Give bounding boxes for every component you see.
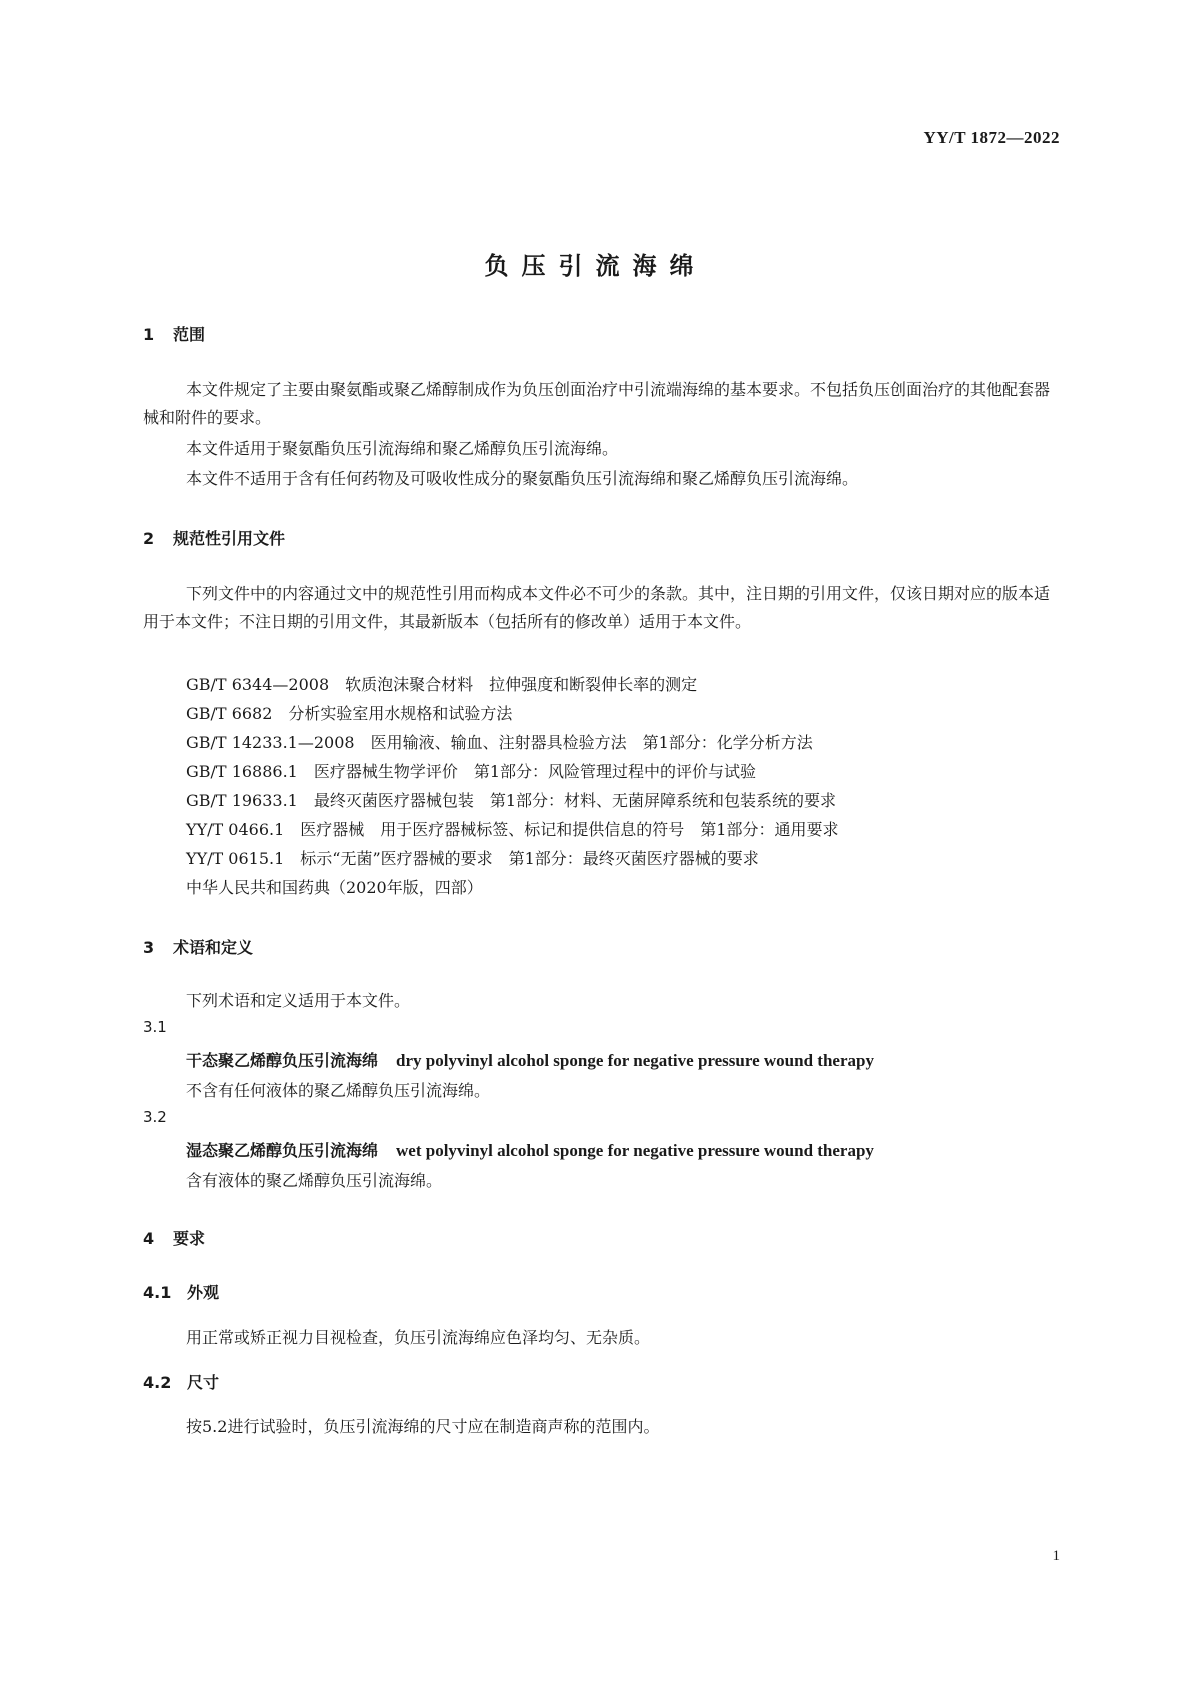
reference-code: GB/T 6344—2008 [186, 675, 330, 694]
subsection-4-2-heading [143, 1370, 219, 1393]
section-title: 要求 [173, 1229, 206, 1248]
subsection-4-1-heading [143, 1280, 219, 1303]
page-number: 1 [1052, 1548, 1060, 1564]
term-zh: 干态聚乙烯醇负压引流海绵 [186, 1051, 379, 1070]
section-title: 规范性引用文件 [173, 529, 286, 548]
section-1-para-2: 本文件适用于聚氨酯负压引流海绵和聚乙烯醇负压引流海绵。 [186, 439, 619, 458]
reference-title: 医疗器械 用于医疗器械标签、标记和提供信息的符号 第1部分：通用要求 [300, 820, 839, 839]
section-number: 2 [143, 529, 155, 548]
document-title: 负压引流海绵 [484, 252, 707, 280]
term-definition: 含有液体的聚乙烯醇负压引流海绵。 [186, 1171, 443, 1190]
term-en: wet polyvinyl alcohol sponge for negative pressure wound therapy [396, 1141, 874, 1160]
term-definition: 不含有任何液体的聚乙烯醇负压引流海绵。 [186, 1081, 491, 1100]
term-number: 3.2 [143, 1108, 167, 1126]
paragraph-text: 本文件规定了主要由聚氨酯或聚乙烯醇制成作为负压创面治疗中引流端海绵的基本要求。不包括负压创面治疗的其他配套器械和附件的要求。 [143, 380, 1051, 427]
reference-title: 医疗器械生物学评价 第1部分：风险管理过程中的评价与试验 [313, 762, 757, 781]
section-number: 3 [143, 938, 155, 957]
reference-code: YY/T 0615.1 [186, 849, 285, 868]
reference-title: 最终灭菌医疗器械包装 第1部分：材料、无菌屏障系统和包装系统的要求 [313, 791, 837, 810]
reference-item [186, 846, 759, 869]
reference-title: 中华人民共和国药典（2020年版，四部） [186, 878, 483, 897]
subsection-number: 4.2 [143, 1373, 172, 1392]
reference-code: GB/T 19633.1 [186, 791, 298, 810]
section-2-heading [143, 526, 285, 549]
reference-code: GB/T 14233.1—2008 [186, 733, 355, 752]
reference-item [186, 788, 836, 811]
subsection-title: 尺寸 [187, 1373, 220, 1392]
reference-title: 医用输液、输血、注射器具检验方法 第1部分：化学分析方法 [370, 733, 813, 752]
reference-item [186, 817, 838, 840]
reference-title: 分析实验室用水规格和试验方法 [288, 704, 513, 723]
section-1-para-1 [143, 376, 1063, 432]
section-1-para-3: 本文件不适用于含有任何药物及可吸收性成分的聚氨酯负压引流海绵和聚乙烯醇负压引流海绵。 [186, 469, 859, 488]
term-entry [186, 1048, 874, 1071]
reference-title: 标示“无菌”医疗器械的要求 第1部分：最终灭菌医疗器械的要求 [300, 849, 759, 868]
subsection-4-1-text: 用正常或矫正视力目视检查，负压引流海绵应色泽均匀、无杂质。 [186, 1328, 651, 1347]
reference-item [186, 875, 483, 898]
reference-item [186, 759, 756, 782]
paragraph-text: 下列文件中的内容通过文中的规范性引用而构成本文件必不可少的条款。其中，注日期的引用文件，仅该日期对应的版本适用于本文件；不注日期的引用文件，其最新版本（包括所有的修改单）适用于本文件。 [143, 584, 1051, 631]
section-4-heading [143, 1226, 205, 1249]
standard-code: YY/T 1872—2022 [923, 128, 1060, 147]
reference-code: GB/T 16886.1 [186, 762, 298, 781]
section-3-intro: 下列术语和定义适用于本文件。 [186, 991, 411, 1010]
term-number: 3.1 [143, 1018, 167, 1036]
section-number: 4 [143, 1229, 155, 1248]
reference-item [186, 701, 512, 724]
section-title: 术语和定义 [173, 938, 254, 957]
reference-title: 软质泡沫聚合材料 拉伸强度和断裂伸长率的测定 [345, 675, 698, 694]
term-en: dry polyvinyl alcohol sponge for negative pressure wound therapy [396, 1051, 874, 1070]
subsection-title: 外观 [187, 1283, 220, 1302]
reference-item [186, 672, 697, 695]
section-3-heading [143, 935, 253, 958]
section-1-heading [143, 322, 205, 345]
subsection-number: 4.1 [143, 1283, 172, 1302]
reference-code: YY/T 0466.1 [186, 820, 285, 839]
section-number: 1 [143, 325, 155, 344]
subsection-4-2-text: 按5.2进行试验时，负压引流海绵的尺寸应在制造商声称的范围内。 [186, 1417, 660, 1436]
reference-code: GB/T 6682 [186, 704, 273, 723]
term-entry [186, 1138, 874, 1161]
section-2-intro [143, 580, 1063, 636]
section-title: 范围 [173, 325, 206, 344]
term-zh: 湿态聚乙烯醇负压引流海绵 [186, 1141, 379, 1160]
reference-item [186, 730, 813, 753]
